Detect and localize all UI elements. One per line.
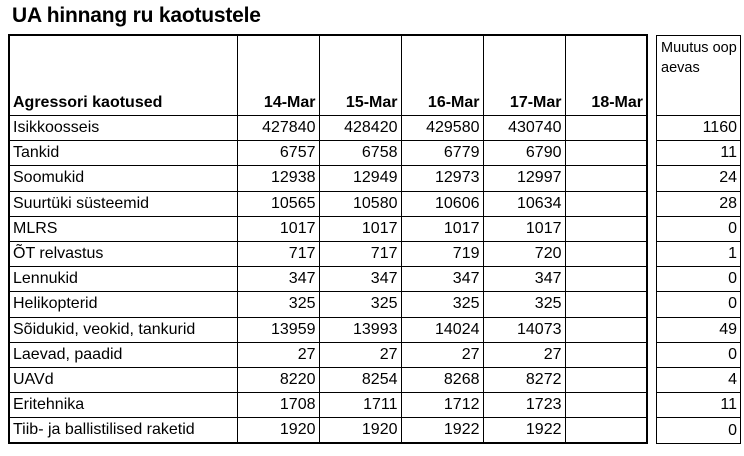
table-cell: 1920 [237, 418, 319, 444]
column-gap [647, 367, 657, 392]
table-cell: 717 [319, 241, 401, 266]
table-cell: 10606 [401, 191, 483, 216]
table-cell: 325 [237, 292, 319, 317]
table-row [9, 166, 741, 191]
row-label: Helikopterid [9, 292, 237, 317]
table-cell: 12949 [319, 166, 401, 191]
change-cell: 1160 [657, 116, 741, 141]
change-cell: 0 [657, 418, 741, 444]
table-cell: 1711 [319, 393, 401, 418]
change-cell: 11 [657, 393, 741, 418]
header-date-18-mar: 18-Mar [565, 35, 647, 116]
table-cell: 717 [237, 241, 319, 266]
row-label: Suurtüki süsteemid [9, 191, 237, 216]
table-cell: 13959 [237, 317, 319, 342]
table-cell: 1922 [401, 418, 483, 444]
table-cell [565, 267, 647, 292]
column-gap [647, 116, 657, 141]
header-row [9, 35, 741, 116]
row-label: UAVd [9, 367, 237, 392]
header-date-17-mar: 17-Mar [483, 35, 565, 116]
table-cell: 10565 [237, 191, 319, 216]
table-cell: 428420 [319, 116, 401, 141]
table-cell: 1017 [319, 216, 401, 241]
column-gap [647, 317, 657, 342]
table-cell: 325 [319, 292, 401, 317]
table-row [9, 367, 741, 392]
table-cell: 8272 [483, 367, 565, 392]
table-cell [565, 342, 647, 367]
table-cell: 1920 [319, 418, 401, 444]
table-cell: 6758 [319, 141, 401, 166]
table-row [9, 393, 741, 418]
column-gap [647, 267, 657, 292]
row-label: Tankid [9, 141, 237, 166]
row-label: Tiib- ja ballistilised raketid [9, 418, 237, 444]
table-cell [565, 317, 647, 342]
row-label: Laevad, paadid [9, 342, 237, 367]
table-cell [565, 292, 647, 317]
column-gap [647, 35, 657, 116]
table-row [9, 292, 741, 317]
table-cell: 1017 [237, 216, 319, 241]
change-cell: 0 [657, 267, 741, 292]
table-cell: 27 [401, 342, 483, 367]
table-cell [565, 418, 647, 444]
table-cell [565, 393, 647, 418]
header-change: Muutus oopaevas [657, 35, 741, 116]
table-cell: 429580 [401, 116, 483, 141]
table-cell: 325 [483, 292, 565, 317]
row-label: Isikkoosseis [9, 116, 237, 141]
table-cell: 27 [483, 342, 565, 367]
table-cell: 430740 [483, 116, 565, 141]
table-cell [565, 141, 647, 166]
row-label: Eritehnika [9, 393, 237, 418]
table-cell: 1922 [483, 418, 565, 444]
change-cell: 0 [657, 216, 741, 241]
table-row [9, 317, 741, 342]
table-cell: 12973 [401, 166, 483, 191]
table-cell: 6779 [401, 141, 483, 166]
table-cell: 10580 [319, 191, 401, 216]
table-row [9, 267, 741, 292]
header-label: Agressori kaotused [9, 35, 237, 116]
change-cell: 24 [657, 166, 741, 191]
table-row [9, 141, 741, 166]
table-cell: 14024 [401, 317, 483, 342]
change-cell: 28 [657, 191, 741, 216]
table-row [9, 116, 741, 141]
table-cell: 1708 [237, 393, 319, 418]
table-cell: 10634 [483, 191, 565, 216]
table-cell [565, 166, 647, 191]
row-label: Lennukid [9, 267, 237, 292]
table-cell: 720 [483, 241, 565, 266]
header-date-16-mar: 16-Mar [401, 35, 483, 116]
change-cell: 0 [657, 342, 741, 367]
table-cell: 347 [237, 267, 319, 292]
table-cell: 347 [483, 267, 565, 292]
table-cell: 1017 [401, 216, 483, 241]
page-title: UA hinnang ru kaotustele [12, 4, 261, 27]
header-date-14-mar: 14-Mar [237, 35, 319, 116]
table-cell: 12938 [237, 166, 319, 191]
table-cell [565, 191, 647, 216]
column-gap [647, 342, 657, 367]
table-cell: 427840 [237, 116, 319, 141]
table-cell: 13993 [319, 317, 401, 342]
change-cell: 0 [657, 292, 741, 317]
header-date-15-mar: 15-Mar [319, 35, 401, 116]
table-cell [565, 241, 647, 266]
table-row [9, 342, 741, 367]
row-label: ÕT relvastus [9, 241, 237, 266]
table-row [9, 418, 741, 444]
table-cell: 1017 [483, 216, 565, 241]
column-gap [647, 418, 657, 444]
column-gap [647, 292, 657, 317]
row-label: Soomukid [9, 166, 237, 191]
change-cell: 49 [657, 317, 741, 342]
table-cell: 8268 [401, 367, 483, 392]
row-label: MLRS [9, 216, 237, 241]
change-cell: 1 [657, 241, 741, 266]
table-row [9, 241, 741, 266]
table-cell [565, 367, 647, 392]
losses-table [8, 34, 741, 444]
table-cell: 347 [401, 267, 483, 292]
table-cell: 1723 [483, 393, 565, 418]
table-cell: 1712 [401, 393, 483, 418]
change-cell: 11 [657, 141, 741, 166]
table-cell [565, 216, 647, 241]
table-cell: 8220 [237, 367, 319, 392]
column-gap [647, 216, 657, 241]
table-cell: 6757 [237, 141, 319, 166]
column-gap [647, 393, 657, 418]
table-cell: 27 [237, 342, 319, 367]
table-row [9, 191, 741, 216]
table-cell: 12997 [483, 166, 565, 191]
table-row [9, 216, 741, 241]
table-cell: 325 [401, 292, 483, 317]
table-cell: 719 [401, 241, 483, 266]
table-cell: 27 [319, 342, 401, 367]
column-gap [647, 191, 657, 216]
column-gap [647, 241, 657, 266]
change-cell: 4 [657, 367, 741, 392]
column-gap [647, 141, 657, 166]
table-cell: 14073 [483, 317, 565, 342]
table-cell [565, 116, 647, 141]
table-cell: 347 [319, 267, 401, 292]
table-cell: 8254 [319, 367, 401, 392]
column-gap [647, 166, 657, 191]
row-label: Sõidukid, veokid, tankurid [9, 317, 237, 342]
table-cell: 6790 [483, 141, 565, 166]
